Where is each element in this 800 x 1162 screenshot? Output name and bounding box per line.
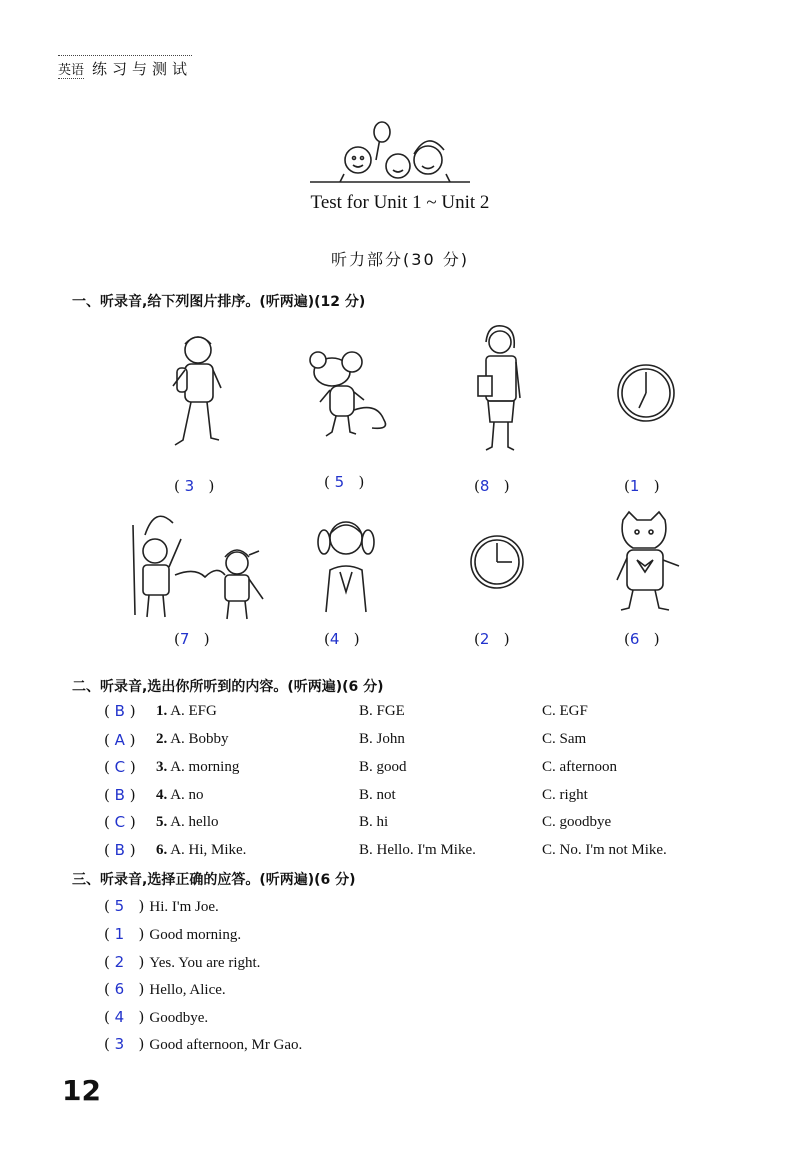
option-b: B. FGE xyxy=(359,703,405,719)
section3-row xyxy=(104,1034,302,1054)
question-number: 4. xyxy=(156,787,168,803)
kids-illustration xyxy=(310,120,470,188)
response-text: Yes. You are right. xyxy=(149,955,261,971)
response-text: Good morning. xyxy=(149,927,242,943)
section3-answer: ( 1 ) xyxy=(104,925,145,943)
picture1-answer: ( 3 ) xyxy=(174,477,215,495)
section1-heading: 一、听录音,给下列图片排序。(听两遍)(12 分) xyxy=(72,294,366,310)
section3-row xyxy=(104,952,260,972)
section2-answer: ( B ) xyxy=(104,786,136,804)
option-c: C. right xyxy=(542,787,588,803)
option-a: A. morning xyxy=(170,759,240,775)
option-c: C. afternoon xyxy=(542,759,617,775)
question-number: 5. xyxy=(156,814,168,830)
option-b: B. not xyxy=(359,787,396,803)
listening-part-label: 听力部分(30 分) xyxy=(331,250,469,269)
picture2-answer: ( 5 ) xyxy=(324,473,365,491)
section2-answer: ( B ) xyxy=(104,702,136,720)
option-c: C. goodbye xyxy=(542,814,612,830)
response-text: Hi. I'm Joe. xyxy=(149,899,219,915)
section3-answer: ( 2 ) xyxy=(104,953,145,971)
section3-heading: 三、听录音,选择正确的应答。(听两遍)(6 分) xyxy=(72,872,356,888)
option-a: A. Hi, Mike. xyxy=(170,842,247,858)
option-a: A. no xyxy=(170,787,204,803)
option-b: B. Hello. I'm Mike. xyxy=(359,842,476,858)
page-title: Test for Unit 1 ~ Unit 2 xyxy=(310,192,490,213)
option-a: A. Bobby xyxy=(170,731,229,747)
mouse-character-picture xyxy=(302,350,397,445)
section2-answer: ( C ) xyxy=(104,813,136,831)
option-b: B. John xyxy=(359,731,405,747)
option-c: C. No. I'm not Mike. xyxy=(542,842,667,858)
question-number: 2. xyxy=(156,731,168,747)
page-number: 12 xyxy=(62,1074,101,1107)
response-text: Good afternoon, Mr Gao. xyxy=(149,1037,303,1053)
section3-answer: ( 6 ) xyxy=(104,980,145,998)
question-number: 6. xyxy=(156,842,168,858)
two-kids-waving-picture xyxy=(125,505,275,625)
section3-answer: ( 5 ) xyxy=(104,897,145,915)
section2-answer: ( C ) xyxy=(104,758,136,776)
option-b: B. hi xyxy=(359,814,389,830)
section3-row xyxy=(104,979,226,999)
section2-answer: ( A ) xyxy=(104,731,136,749)
response-text: Hello, Alice. xyxy=(149,982,226,998)
option-a: A. hello xyxy=(170,814,219,830)
boy-with-backpack-picture xyxy=(165,330,235,455)
clock-picture-2 xyxy=(468,533,526,591)
option-b: B. good xyxy=(359,759,407,775)
question-number: 3. xyxy=(156,759,168,775)
section2-heading: 二、听录音,选出你所听到的内容。(听两遍)(6 分) xyxy=(72,679,384,695)
cat-character-picture xyxy=(607,510,687,615)
picture6-answer: (4 ) xyxy=(324,630,360,648)
option-c: C. Sam xyxy=(542,731,587,747)
option-c: C. EGF xyxy=(542,703,588,719)
picture5-answer: (7 ) xyxy=(174,630,210,648)
woman-teacher-picture xyxy=(468,322,528,457)
picture8-answer: (6 ) xyxy=(624,630,660,648)
section2-answer: ( B ) xyxy=(104,841,136,859)
header-book-title: 练习与测试 xyxy=(92,60,193,78)
girl-with-ponytails-picture xyxy=(310,512,380,617)
response-text: Goodbye. xyxy=(149,1010,209,1026)
section3-answer: ( 3 ) xyxy=(104,1035,145,1053)
section3-row xyxy=(104,896,219,916)
question-number: 1. xyxy=(156,703,168,719)
header-subject: 英语 xyxy=(58,59,84,79)
section3-row xyxy=(104,1007,208,1027)
section3-answer: ( 4 ) xyxy=(104,1008,145,1026)
picture7-answer: (2 ) xyxy=(474,630,510,648)
option-a: A. EFG xyxy=(170,703,217,719)
picture4-answer: (1 ) xyxy=(624,477,660,495)
clock-picture-1 xyxy=(615,362,677,424)
running-header xyxy=(58,55,192,79)
picture3-answer: (8 ) xyxy=(474,477,510,495)
section3-row xyxy=(104,924,241,944)
